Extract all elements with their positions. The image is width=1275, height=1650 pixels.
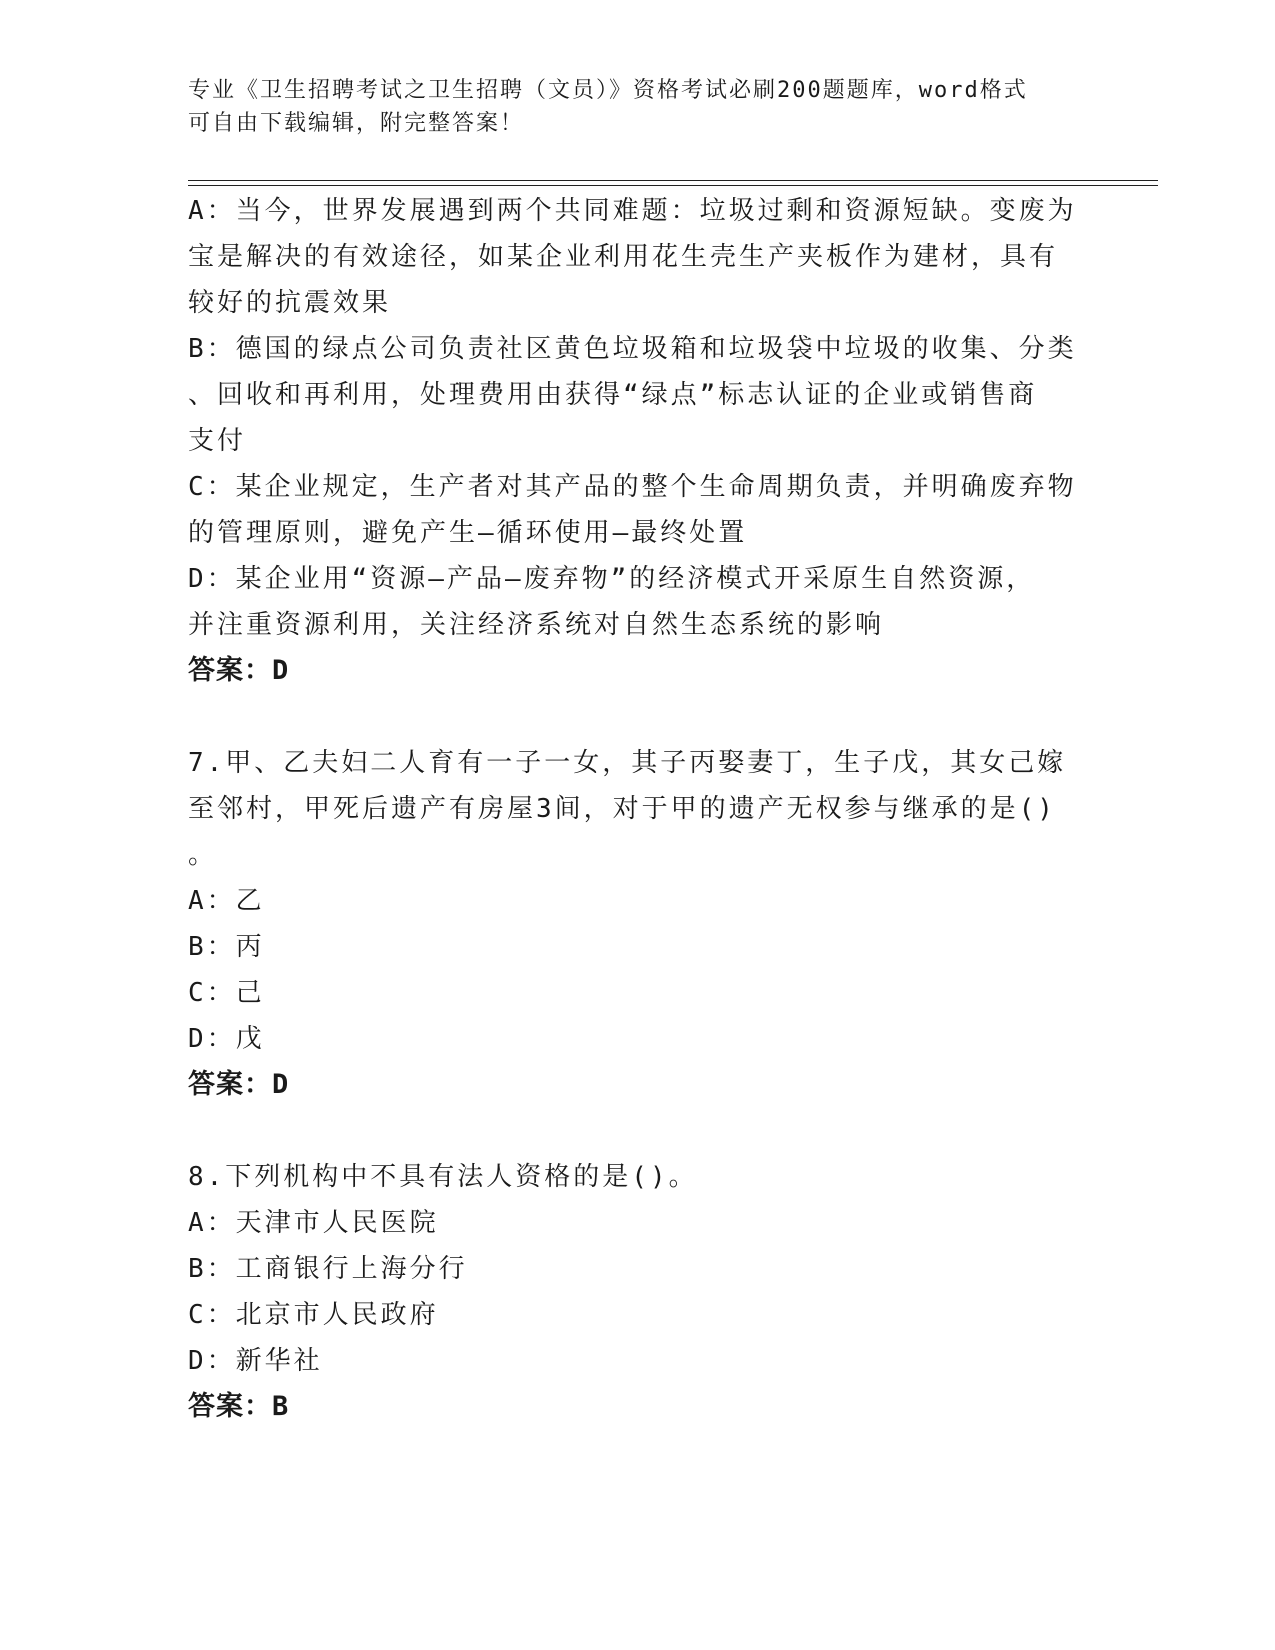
header-rule-bottom [188, 185, 1158, 186]
q6-option-c-line-2: 的管理原则，避免产生—循环使用—最终处置 [188, 518, 748, 548]
q7-stem-line-1: 7.甲、乙夫妇二人育有一子一女，其子丙娶妻丁，生子戊，其女己嫁 [188, 748, 1067, 778]
question-8 [188, 1154, 1088, 1430]
q6-option-d-line-2: 并注重资源利用，关注经济系统对自然生态系统的影响 [188, 610, 885, 640]
q6-option-a-line-3: 较好的抗震效果 [188, 288, 392, 318]
header-line-1: 专业《卫生招聘考试之卫生招聘（文员）》资格考试必刷200题题库，word格式 [188, 78, 1028, 103]
q8-option-d: D：新华社 [188, 1346, 323, 1376]
q7-answer: 答案：D [188, 1069, 290, 1100]
q8-stem: 8.下列机构中不具有法人资格的是()。 [188, 1162, 698, 1192]
q6-option-b-line-1: B：德国的绿点公司负责社区黄色垃圾箱和垃圾袋中垃圾的收集、分类 [188, 334, 1077, 364]
q7-stem-line-3: 。 [188, 840, 218, 870]
question-6 [188, 188, 1088, 694]
q6-option-b-line-2: 、回收和再利用，处理费用由获得“绿点”标志认证的企业或销售商 [188, 380, 1038, 410]
document-header [188, 74, 1068, 140]
header-line-2: 可自由下载编辑，附完整答案！ [188, 111, 525, 136]
q6-option-b-line-3: 支付 [188, 426, 247, 456]
header-rule-top [188, 180, 1158, 181]
q8-option-b: B：工商银行上海分行 [188, 1254, 468, 1284]
q6-option-a-line-2: 宝是解决的有效途径，如某企业利用花生壳生产夹板作为建材，具有 [188, 242, 1059, 272]
q7-option-c: C：己 [188, 978, 265, 1008]
q6-answer: 答案：D [188, 655, 290, 686]
q7-option-d: D：戊 [188, 1024, 265, 1054]
q7-option-b: B：丙 [188, 932, 265, 962]
q6-option-c-line-1: C：某企业规定，生产者对其产品的整个生命周期负责，并明确废弃物 [188, 472, 1077, 502]
q7-option-a: A：乙 [188, 886, 265, 916]
q6-option-a-line-1: A：当今，世界发展遇到两个共同难题：垃圾过剩和资源短缺。变废为 [188, 196, 1077, 226]
q8-option-c: C：北京市人民政府 [188, 1300, 439, 1330]
spacer [188, 694, 1088, 740]
q6-option-d-line-1: D：某企业用“资源—产品—废弃物”的经济模式开采原生自然资源， [188, 564, 1036, 594]
question-content [188, 188, 1088, 1430]
q7-stem-line-2: 至邻村，甲死后遗产有房屋3间，对于甲的遗产无权参与继承的是() [188, 794, 1056, 824]
q8-option-a: A：天津市人民医院 [188, 1208, 439, 1238]
question-7 [188, 740, 1088, 1108]
spacer [188, 1108, 1088, 1154]
q8-answer: 答案：B [188, 1391, 290, 1422]
